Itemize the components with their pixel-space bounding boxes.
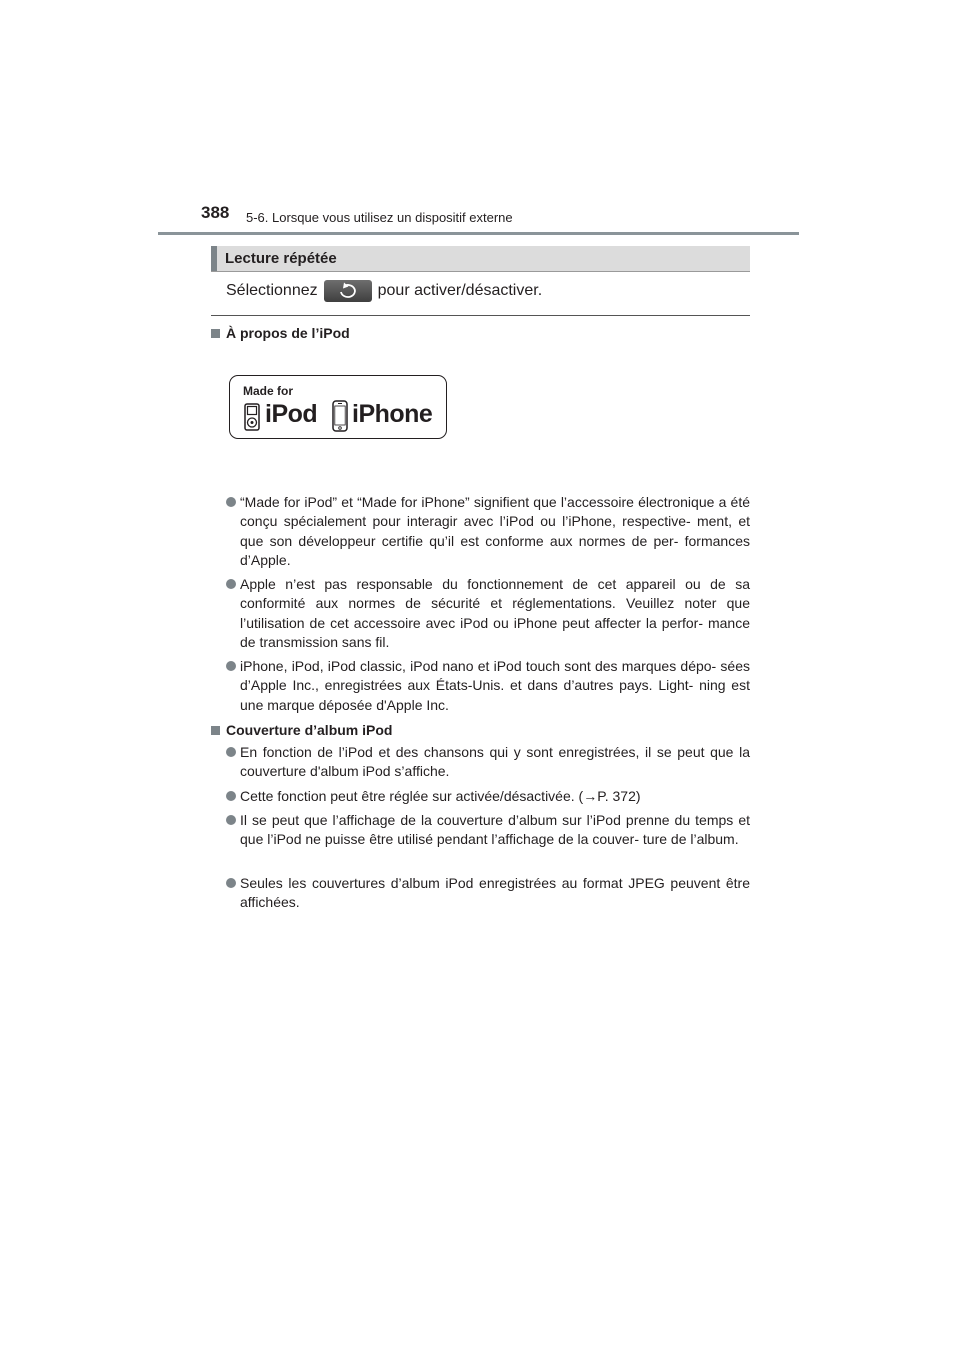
chapter-title: 5-6. Lorsque vous utilisez un dispositif externe xyxy=(246,210,513,225)
badge-made-for: Made for xyxy=(243,384,294,398)
album-cover-bullet-1: En fonction de l’iPod et des chansons qui y sont enregistrées, il se peut que la couverture d'album iPod s’affiche. xyxy=(226,743,750,782)
page-number: 388 xyxy=(201,203,230,222)
instruction-before: Sélectionnez xyxy=(226,282,318,299)
badge-iphone: iPhone xyxy=(352,400,433,428)
ipod-device-icon xyxy=(244,403,260,431)
album-cover-bullet-3: Il se peut que l’affichage de la couverture d’album sur l’iPod prenne du temps et que l’iPod ne puisse être utilisé pendant l’affichage de la couver- ture de l’album. xyxy=(226,811,750,850)
album-cover-bullet-4: Seules les couvertures d’album iPod enregistrées au format JPEG peuvent être affichées. xyxy=(226,874,750,913)
about-ipod-bullet-1: “Made for iPod” et “Made for iPhone” signifient que l’accessoire électronique a été conçu spécialement pour interagir avec l’iPod ou l’iPhone, respective- ment, et que son développeur certifie qu’il est conforme aux normes de per- formances d’Apple. xyxy=(226,493,750,570)
section-title: Lecture répétée xyxy=(225,250,337,267)
instruction-after: pour activer/désactiver. xyxy=(377,282,543,299)
repeat-button[interactable] xyxy=(324,280,372,302)
made-for-ipod-iphone-badge xyxy=(229,375,447,439)
section-rule xyxy=(211,315,750,316)
section-accent xyxy=(211,246,217,271)
iphone-device-icon xyxy=(332,400,348,432)
section-title-bar xyxy=(211,246,750,272)
badge-ipod: iPod xyxy=(265,400,318,428)
repeat-icon xyxy=(338,282,358,300)
album-cover-heading-text: Couverture d’album iPod xyxy=(226,722,393,738)
about-ipod-heading-text: À propos de l’iPod xyxy=(226,325,350,341)
album-cover-heading xyxy=(211,722,392,738)
square-bullet-icon xyxy=(211,726,220,735)
about-ipod-heading xyxy=(211,325,350,341)
about-ipod-bullet-2: Apple n’est pas responsable du fonctionnement de cet appareil ou de sa conformité aux normes de sécurité et réglementations. Veuillez noter que l’utilisation de cet accessoire avec iPod ou iPhone peut affecter la perfor- mance de transmission sans fil. xyxy=(226,575,750,652)
about-ipod-bullet-3: iPhone, iPod, iPod classic, iPod nano et iPod touch sont des marques dépo- sées d’Apple Inc., enregistrées aux États-Unis. et dans d’autres pays. Light- ning est une marque déposée d'Apple Inc. xyxy=(226,657,750,715)
header-rule xyxy=(158,232,799,235)
square-bullet-icon xyxy=(211,329,220,338)
album-cover-bullet-2: Cette fonction peut être réglée sur activée/désactivée. (→P. 372) xyxy=(226,787,750,806)
instruction-line xyxy=(226,280,542,302)
